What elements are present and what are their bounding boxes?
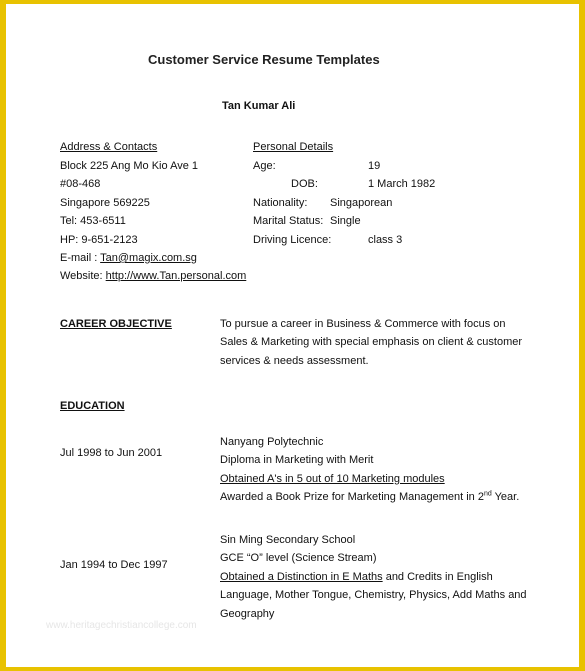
edu1-achievement: Obtained A's in 5 out of 10 Marketing modules xyxy=(220,473,445,485)
contacts-heading: Address & Contacts xyxy=(60,141,158,153)
edu1-award-end: Year. xyxy=(491,491,520,503)
edu1-school: Nanyang Polytechnic xyxy=(220,436,324,448)
edu2-school: Sin Ming Secondary School xyxy=(220,534,356,546)
edu1-award xyxy=(220,491,519,503)
career-line-2: Sales & Marketing with special emphasis on client & customer xyxy=(220,336,523,348)
dob-value: 1 March 1982 xyxy=(368,178,436,190)
edu2-line-5: Geography xyxy=(220,608,275,620)
career-line-1: To pursue a career in Business & Commerce with focus on xyxy=(220,318,506,330)
edu2-gce: GCE “O” level (Science Stream) xyxy=(220,552,377,564)
personal-heading: Personal Details xyxy=(253,141,334,153)
nationality-label: Nationality: xyxy=(253,197,308,209)
email-link[interactable]: Tan@magix.com.sg xyxy=(100,252,197,264)
address-line-3: Singapore 569225 xyxy=(60,197,150,209)
licence-label: Driving Licence: xyxy=(253,234,332,246)
edu1-dates: Jul 1998 to Jun 2001 xyxy=(60,447,163,459)
edu2-line-3 xyxy=(220,571,493,583)
watermark: www.heritagechristiancollege.com xyxy=(46,620,197,631)
email-row xyxy=(60,252,197,264)
website-row xyxy=(60,270,246,282)
edu2-credits: and Credits in English xyxy=(382,571,493,583)
edu1-award-ordinal: nd xyxy=(483,490,492,498)
handphone: HP: 9-651-2123 xyxy=(60,234,138,246)
education-heading: EDUCATION xyxy=(60,400,125,412)
career-heading: CAREER OBJECTIVE xyxy=(60,318,172,330)
document-title: Customer Service Resume Templates xyxy=(148,52,380,67)
website-label: Website: xyxy=(60,270,106,282)
address-line-1: Block 225 Ang Mo Kio Ave 1 xyxy=(60,160,198,172)
edu2-distinction: Obtained a Distinction in E Maths xyxy=(220,571,383,583)
nationality-value: Singaporean xyxy=(330,197,393,209)
edu2-line-4: Language, Mother Tongue, Chemistry, Physics, Add Maths and xyxy=(220,589,527,601)
marital-value: Single xyxy=(330,215,361,227)
career-line-3: services & needs assessment. xyxy=(220,355,369,367)
age-label: Age: xyxy=(253,160,276,172)
resume-page xyxy=(6,4,579,667)
edu2-dates: Jan 1994 to Dec 1997 xyxy=(60,559,168,571)
marital-label: Marital Status: xyxy=(253,215,324,227)
edu1-award-text: Awarded a Book Prize for Marketing Management in 2 xyxy=(220,491,484,503)
address-line-2: #08-468 xyxy=(60,178,101,190)
telephone: Tel: 453-6511 xyxy=(60,215,126,227)
dob-label: DOB: xyxy=(291,178,318,190)
email-label: E-mail : xyxy=(60,252,101,264)
licence-value: class 3 xyxy=(368,234,403,246)
edu1-diploma: Diploma in Marketing with Merit xyxy=(220,454,374,466)
age-value: 19 xyxy=(368,160,381,172)
candidate-name: Tan Kumar Ali xyxy=(222,100,296,112)
website-link[interactable]: http://www.Tan.personal.com xyxy=(105,270,247,282)
